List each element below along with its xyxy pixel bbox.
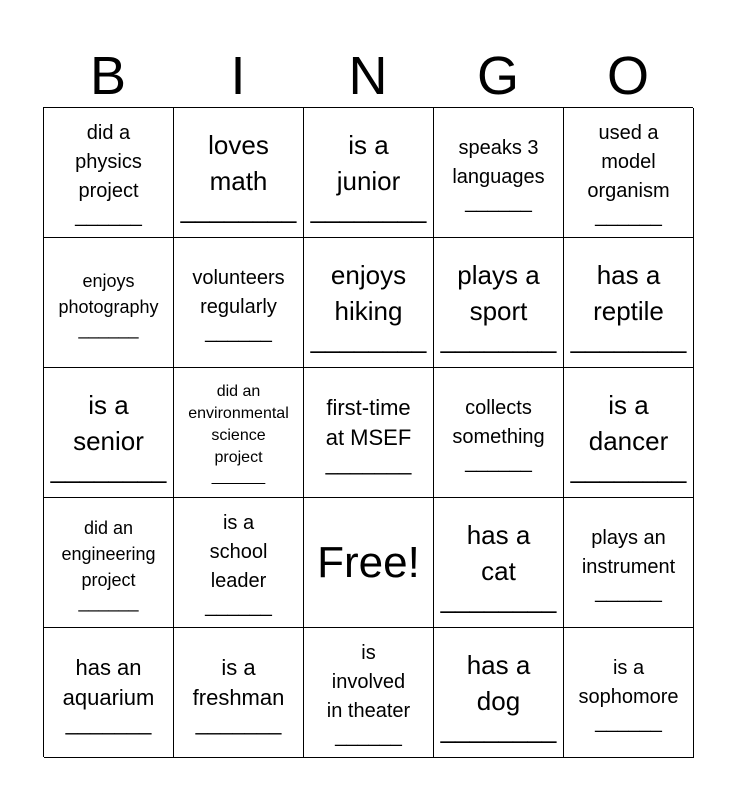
signature-line: ________ — [50, 453, 167, 484]
signature-line: ______ — [78, 318, 139, 339]
signature-line: _______ — [325, 449, 412, 475]
signature-line: ________ — [440, 323, 557, 354]
signature-line: ______ — [205, 320, 272, 343]
cell-text: did a physics project — [75, 122, 142, 202]
bingo-cell[interactable] — [564, 498, 694, 628]
bingo-cell[interactable] — [174, 368, 304, 498]
bingo-cell[interactable] — [434, 498, 564, 628]
signature-line: ______ — [465, 190, 532, 213]
cell-text: enjoys photography — [58, 270, 159, 317]
cell-text: enjoys hiking — [330, 259, 407, 326]
cell-text: collects something — [452, 396, 545, 448]
bingo-cell[interactable] — [564, 108, 694, 238]
cell-text: plays a sport — [457, 259, 540, 326]
signature-line: ______ — [595, 710, 662, 733]
signature-line: ______ — [595, 580, 662, 603]
signature-line: _______ — [65, 709, 152, 735]
cell-text: plays an instrument — [581, 526, 676, 578]
bingo-cell[interactable] — [304, 108, 434, 238]
header-letter-i: I — [230, 46, 246, 106]
bingo-cell[interactable] — [44, 498, 174, 628]
cell-text: is a junior — [336, 129, 401, 196]
signature-line: ________ — [310, 323, 427, 354]
bingo-cell[interactable] — [434, 368, 564, 498]
bingo-cell[interactable] — [174, 108, 304, 238]
bingo-cell[interactable] — [44, 368, 174, 498]
cell-text: is a senior — [73, 389, 144, 456]
cell-text: is a dancer — [588, 389, 669, 456]
cell-text: is a freshman — [192, 654, 285, 710]
bingo-cell[interactable] — [434, 628, 564, 758]
cell-text: is a sophomore — [578, 656, 679, 708]
cell-text: has a reptile — [593, 259, 664, 326]
cell-text: loves math — [208, 129, 269, 196]
bingo-cell[interactable] — [44, 628, 174, 758]
cell-text: is involved in theater — [326, 642, 411, 722]
bingo-cell[interactable] — [174, 628, 304, 758]
free-space-text: Free! — [317, 537, 420, 587]
signature-line: ______ — [78, 591, 139, 612]
bingo-cell[interactable] — [564, 368, 694, 498]
cell-text: is a school leader — [209, 512, 268, 592]
bingo-cell[interactable] — [434, 108, 564, 238]
cell-text: did an engineering project — [61, 517, 156, 590]
signature-line: ________ — [440, 713, 557, 744]
bingo-cell[interactable] — [564, 238, 694, 368]
cell-text: volunteers regularly — [192, 266, 285, 318]
signature-line: ______ — [465, 450, 532, 473]
signature-line: ________ — [180, 193, 297, 224]
signature-line: ________ — [570, 453, 687, 484]
signature-line: ______ — [595, 205, 662, 227]
cell-text: has an aquarium — [62, 654, 155, 710]
bingo-cell[interactable] — [434, 238, 564, 368]
bingo-cell[interactable] — [304, 628, 434, 758]
cell-text: did an environmental science project — [188, 382, 289, 466]
cell-text: speaks 3 languages — [452, 136, 545, 188]
header-letter-o: O — [606, 46, 649, 106]
signature-line: ______ — [211, 467, 266, 485]
bingo-cell[interactable] — [304, 368, 434, 498]
bingo-cell[interactable] — [174, 238, 304, 368]
signature-line: ________ — [440, 583, 557, 614]
signature-line: ________ — [310, 193, 427, 224]
signature-line: _______ — [195, 709, 282, 735]
header-letter-g: G — [476, 46, 519, 106]
bingo-board — [43, 107, 693, 757]
signature-line: ________ — [570, 323, 687, 354]
signature-line: ______ — [205, 595, 272, 617]
bingo-cell[interactable] — [564, 628, 694, 758]
signature-line: ______ — [335, 725, 402, 747]
cell-text: has a dog — [466, 649, 531, 716]
bingo-cell[interactable] — [174, 498, 304, 628]
cell-text: first-time at MSEF — [325, 394, 412, 450]
bingo-cell[interactable] — [44, 108, 174, 238]
free-space-cell[interactable] — [304, 498, 434, 628]
signature-line: ______ — [75, 205, 142, 227]
cell-text: has a cat — [466, 519, 531, 586]
bingo-cell[interactable] — [304, 238, 434, 368]
bingo-header — [43, 46, 693, 106]
cell-text: used a model organism — [587, 122, 670, 202]
header-letter-n: N — [348, 46, 388, 106]
header-letter-b: B — [89, 46, 127, 106]
bingo-cell[interactable] — [44, 238, 174, 368]
